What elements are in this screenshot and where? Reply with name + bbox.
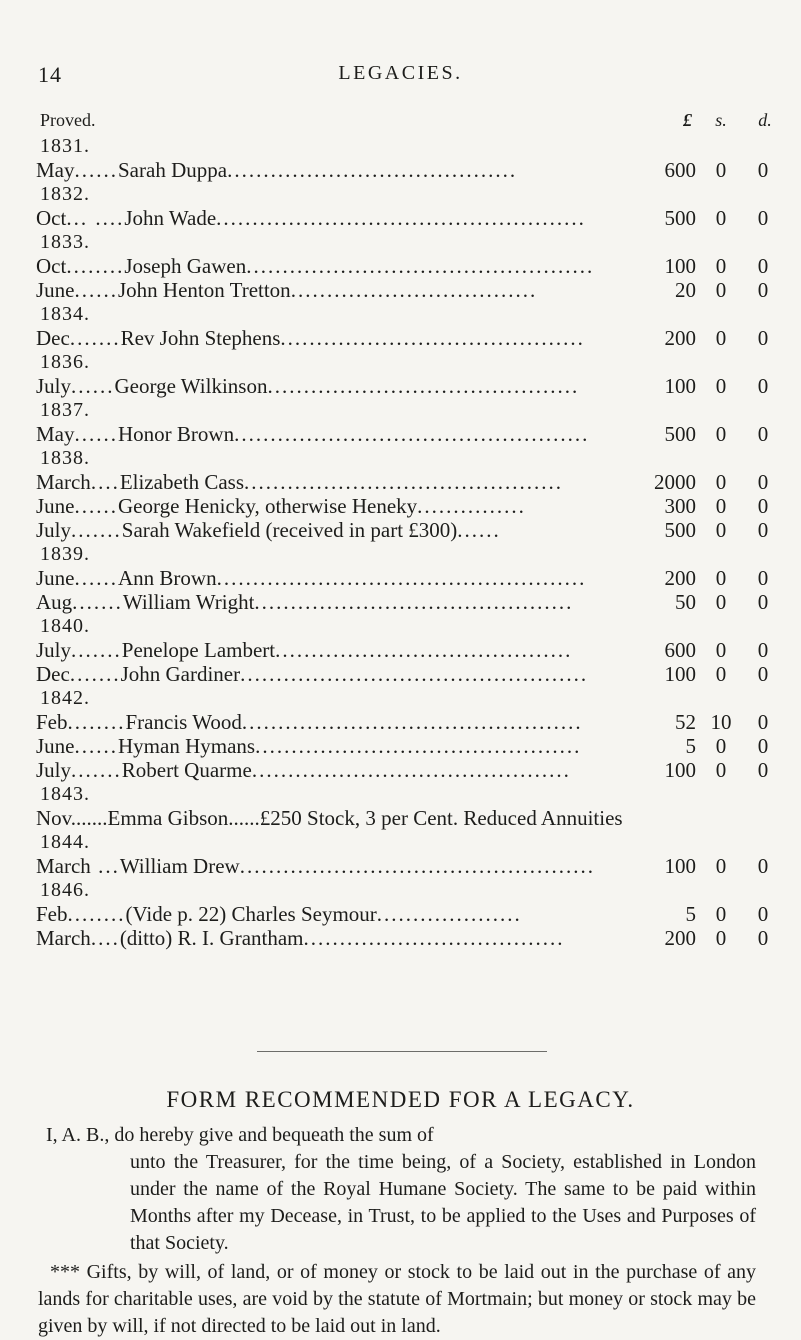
- ledger-entry: [36, 758, 769, 782]
- entry-leader: ... ....: [66, 206, 125, 230]
- entry-month: Aug: [36, 590, 73, 614]
- amount-shillings: 10: [710, 710, 732, 734]
- entry-leader: ........: [67, 902, 126, 926]
- amount-pounds: 600: [664, 638, 696, 662]
- amount-pence: 0: [757, 638, 769, 662]
- form-title: FORM RECOMMENDED FOR A LEGACY.: [166, 1087, 635, 1112]
- amount-pence: 0: [757, 278, 769, 302]
- legator-name: Honor Brown: [118, 422, 235, 446]
- amount-pence: 0: [757, 326, 769, 350]
- ledger-entry: [36, 638, 769, 662]
- amount-pounds: 100: [664, 374, 696, 398]
- entry-description: [36, 158, 598, 182]
- legator-name: William Wright: [122, 590, 255, 614]
- entry-leader: .......: [71, 758, 122, 782]
- entry-leader: ......: [74, 494, 118, 518]
- ledger-entry: [36, 254, 769, 278]
- column-headers: [36, 110, 772, 134]
- entry-leader-dots: ................................................: [246, 254, 595, 278]
- amount-shillings: 0: [715, 422, 727, 446]
- entry-description: [36, 278, 598, 302]
- entry-leader-dots: .............................................: [255, 734, 582, 758]
- entry-description: [36, 902, 598, 926]
- ledger-entry: [36, 494, 769, 518]
- entry-text: Nov.......Emma Gibson......£250 Stock, 3 per Cent. Reduced Annuities: [36, 806, 623, 830]
- ledger-entry: [36, 278, 769, 302]
- entry-leader-dots: .........................................: [275, 638, 573, 662]
- entry-leader: .......: [69, 662, 121, 686]
- entry-leader: ......: [74, 422, 118, 446]
- year-heading: 1838.: [40, 447, 90, 469]
- entry-description: [36, 566, 598, 590]
- amount-shillings: 0: [715, 518, 727, 542]
- amount-pounds: 500: [664, 206, 696, 230]
- amount-shillings: 0: [715, 566, 727, 590]
- entry-leader-dots: .................................................: [239, 854, 595, 878]
- entry-leader: ........: [66, 254, 125, 278]
- legator-name: George Henicky, otherwise Heneky: [118, 494, 418, 518]
- entry-description: [36, 638, 598, 662]
- entry-leader: .......: [71, 518, 122, 542]
- amount-pence: 0: [757, 710, 769, 734]
- amount-pence: 0: [757, 662, 769, 686]
- form-body: [38, 1122, 756, 1340]
- year-heading: 1846.: [40, 879, 90, 901]
- legator-name: George Wilkinson: [114, 374, 268, 398]
- entry-leader: ......: [74, 278, 118, 302]
- amount-pounds: 200: [664, 566, 696, 590]
- amount-shillings: 0: [715, 374, 727, 398]
- entry-leader: .......: [71, 638, 122, 662]
- amount-pounds: 20: [675, 278, 696, 302]
- legator-name: Francis Wood: [125, 710, 242, 734]
- entry-month: Feb: [36, 902, 68, 926]
- amount-pounds: 5: [685, 734, 696, 758]
- amount-pounds: 5: [685, 902, 696, 926]
- form-paragraph-start: I, A. B., do hereby give and bequeath the sum of: [46, 1124, 434, 1146]
- entry-leader-dots: ......: [457, 518, 501, 542]
- amount-shillings: 0: [715, 854, 727, 878]
- ledger-entry-stock: [36, 806, 760, 830]
- shillings-header: s.: [715, 110, 727, 130]
- ledger-entry: [36, 710, 769, 734]
- amount-pence: 0: [757, 518, 769, 542]
- amount-pence: 0: [757, 566, 769, 590]
- legator-name: Sarah Wakefield (received in part £300): [121, 518, 458, 542]
- entry-leader-dots: ............................................: [244, 470, 564, 494]
- entry-leader: ....: [90, 926, 120, 950]
- entry-month: June: [36, 278, 75, 302]
- entry-leader-dots: ................................................: [240, 662, 589, 686]
- entry-leader-dots: ..................................: [290, 278, 538, 302]
- amount-shillings: 0: [715, 758, 727, 782]
- ledger-entry: [36, 590, 769, 614]
- ledger-entry: [36, 518, 769, 542]
- ledger-entry: [36, 566, 769, 590]
- year-heading: 1831.: [40, 135, 90, 157]
- entry-leader: ......: [71, 374, 115, 398]
- entry-leader: .......: [72, 590, 123, 614]
- entry-description: [36, 254, 598, 278]
- ledger-entry: [36, 206, 769, 230]
- amount-pounds: 50: [675, 590, 696, 614]
- entry-description: [36, 422, 598, 446]
- ledger-entry: [36, 662, 769, 686]
- ledger-entry: [36, 374, 769, 398]
- year-heading: 1837.: [40, 399, 90, 421]
- ledger-entry: [36, 158, 769, 182]
- amount-pounds: 100: [664, 854, 696, 878]
- entry-month: July: [36, 518, 72, 542]
- legator-name: William Drew: [119, 854, 240, 878]
- entry-leader: ....: [90, 470, 120, 494]
- entry-month: June: [36, 734, 75, 758]
- amount-pence: 0: [757, 470, 769, 494]
- amount-pounds: 52: [675, 710, 696, 734]
- legator-name: Robert Quarme: [121, 758, 252, 782]
- entry-leader-dots: ...................................................: [216, 206, 586, 230]
- ledger-entry: [36, 734, 769, 758]
- entry-description: [36, 206, 598, 230]
- entry-month: July: [36, 638, 72, 662]
- year-heading: 1832.: [40, 183, 90, 205]
- entry-month: May: [36, 158, 75, 182]
- legator-name: Penelope Lambert: [121, 638, 276, 662]
- amount-pence: 0: [757, 158, 769, 182]
- amount-pounds: 500: [664, 422, 696, 446]
- entry-description: [36, 926, 598, 950]
- entry-month: May: [36, 422, 75, 446]
- ledger-entry: [36, 422, 769, 446]
- legator-name: John Henton Tretton: [118, 278, 291, 302]
- entry-description: [36, 734, 598, 758]
- amount-pounds: 200: [664, 926, 696, 950]
- year-heading: 1844.: [40, 831, 90, 853]
- amount-shillings: 0: [715, 470, 727, 494]
- amount-shillings: 0: [715, 902, 727, 926]
- entry-description: [36, 662, 598, 686]
- entry-leader: ...: [90, 854, 120, 878]
- entry-month: March: [36, 926, 91, 950]
- year-heading: 1836.: [40, 351, 90, 373]
- amount-shillings: 0: [715, 494, 727, 518]
- entry-leader-dots: ............................................: [251, 758, 571, 782]
- year-heading: 1842.: [40, 687, 90, 709]
- amount-shillings: 0: [715, 734, 727, 758]
- amount-pence: 0: [757, 734, 769, 758]
- entry-leader: ......: [74, 734, 118, 758]
- running-head: [38, 62, 763, 92]
- entry-description: [36, 854, 598, 878]
- entry-month: Oct: [36, 206, 67, 230]
- amount-pounds: 2000: [654, 470, 696, 494]
- ledger-entry: [36, 470, 769, 494]
- entry-leader-dots: ..........................................: [280, 326, 585, 350]
- ledger-entry: [36, 902, 769, 926]
- amount-pounds: 100: [664, 254, 696, 278]
- entry-month: Oct: [36, 254, 67, 278]
- entry-leader: ........: [67, 710, 126, 734]
- entry-month: March: [36, 470, 91, 494]
- amount-pence: 0: [757, 494, 769, 518]
- amount-shillings: 0: [715, 278, 727, 302]
- entry-leader-dots: ...............: [417, 494, 526, 518]
- amount-pence: 0: [757, 254, 769, 278]
- entry-description: [36, 758, 598, 782]
- ledger-entry: [36, 854, 769, 878]
- entry-month: June: [36, 494, 75, 518]
- legator-name: Ann Brown: [118, 566, 217, 590]
- entry-description: [36, 326, 598, 350]
- legator-name: Hyman Hymans: [118, 734, 256, 758]
- entry-description: [36, 710, 598, 734]
- entry-leader-dots: .................................................: [234, 422, 590, 446]
- amount-pence: 0: [757, 902, 769, 926]
- entry-month: July: [36, 374, 72, 398]
- year-heading: 1840.: [40, 615, 90, 637]
- amount-shillings: 0: [715, 926, 727, 950]
- legacy-ledger: [36, 134, 769, 950]
- year-heading: 1839.: [40, 543, 90, 565]
- amount-pounds: 100: [664, 758, 696, 782]
- form-paragraph-continued: unto the Treasurer, for the time being, of a Society, established in London under the name of the Royal Humane Society. The same to be paid within Months after my Decease, in Trust, to be applied to the Uses and Purposes of that Society.: [130, 1151, 756, 1254]
- legator-name: John Wade: [124, 206, 217, 230]
- entry-leader-dots: ........................................: [227, 158, 518, 182]
- year-heading: 1833.: [40, 231, 90, 253]
- legator-name: (Vide p. 22) Charles Seymour: [125, 902, 377, 926]
- entry-month: June: [36, 566, 75, 590]
- amount-pence: 0: [757, 422, 769, 446]
- year-heading: 1843.: [40, 783, 90, 805]
- entry-month: Dec: [36, 662, 70, 686]
- amount-pounds: 100: [664, 662, 696, 686]
- entry-leader-dots: ...................................................: [216, 566, 587, 590]
- amount-shillings: 0: [715, 662, 727, 686]
- entry-leader-dots: ....................: [376, 902, 522, 926]
- amount-shillings: 0: [715, 326, 727, 350]
- legator-name: Sarah Duppa: [118, 158, 228, 182]
- entry-leader: .......: [69, 326, 121, 350]
- pounds-header: £: [683, 110, 692, 130]
- amount-shillings: 0: [715, 254, 727, 278]
- mortmain-note: *** Gifts, by will, of land, or of money or stock to be laid out in the purchase of any lands for charitable uses, are void by the statute of Mortmain; but money or stock may be given by will, if not directed to be laid out in land.: [38, 1261, 756, 1337]
- page-number: 14: [38, 62, 62, 87]
- legator-name: (ditto) R. I. Grantham: [119, 926, 304, 950]
- entry-leader: ......: [74, 566, 118, 590]
- section-divider: [257, 1051, 547, 1052]
- entry-description: [36, 494, 598, 518]
- amount-pounds: 200: [664, 326, 696, 350]
- legator-name: John Gardiner: [120, 662, 241, 686]
- amount-pounds: 600: [664, 158, 696, 182]
- running-title: LEGACIES.: [338, 62, 463, 84]
- amount-shillings: 0: [715, 158, 727, 182]
- amount-pounds: 300: [664, 494, 696, 518]
- year-heading: 1834.: [40, 303, 90, 325]
- legator-name: Joseph Gawen: [124, 254, 247, 278]
- ledger-entry: [36, 326, 769, 350]
- amount-pence: 0: [757, 758, 769, 782]
- amount-pence: 0: [757, 926, 769, 950]
- proved-header: Proved.: [40, 110, 96, 130]
- entry-description: [36, 374, 598, 398]
- entry-leader-dots: ...............................................: [241, 710, 583, 734]
- entry-description: [36, 470, 598, 494]
- pence-header: d.: [758, 110, 772, 130]
- entry-month: July: [36, 758, 72, 782]
- amount-shillings: 0: [715, 590, 727, 614]
- amount-pounds: 500: [664, 518, 696, 542]
- ledger-entry: [36, 926, 769, 950]
- entry-leader-dots: ....................................: [303, 926, 565, 950]
- entry-month: Dec: [36, 326, 70, 350]
- amount-pence: 0: [757, 854, 769, 878]
- amount-pence: 0: [757, 206, 769, 230]
- entry-description: [36, 590, 598, 614]
- entry-description: [36, 518, 598, 542]
- legator-name: Rev John Stephens: [120, 326, 281, 350]
- entry-month: Feb: [36, 710, 68, 734]
- amount-shillings: 0: [715, 638, 727, 662]
- amount-pence: 0: [757, 374, 769, 398]
- legator-name: Elizabeth Cass: [119, 470, 245, 494]
- entry-month: March: [36, 854, 91, 878]
- entry-leader-dots: ...........................................: [267, 374, 580, 398]
- amount-shillings: 0: [715, 206, 727, 230]
- entry-leader: ......: [74, 158, 118, 182]
- entry-leader-dots: ............................................: [254, 590, 574, 614]
- amount-pence: 0: [757, 590, 769, 614]
